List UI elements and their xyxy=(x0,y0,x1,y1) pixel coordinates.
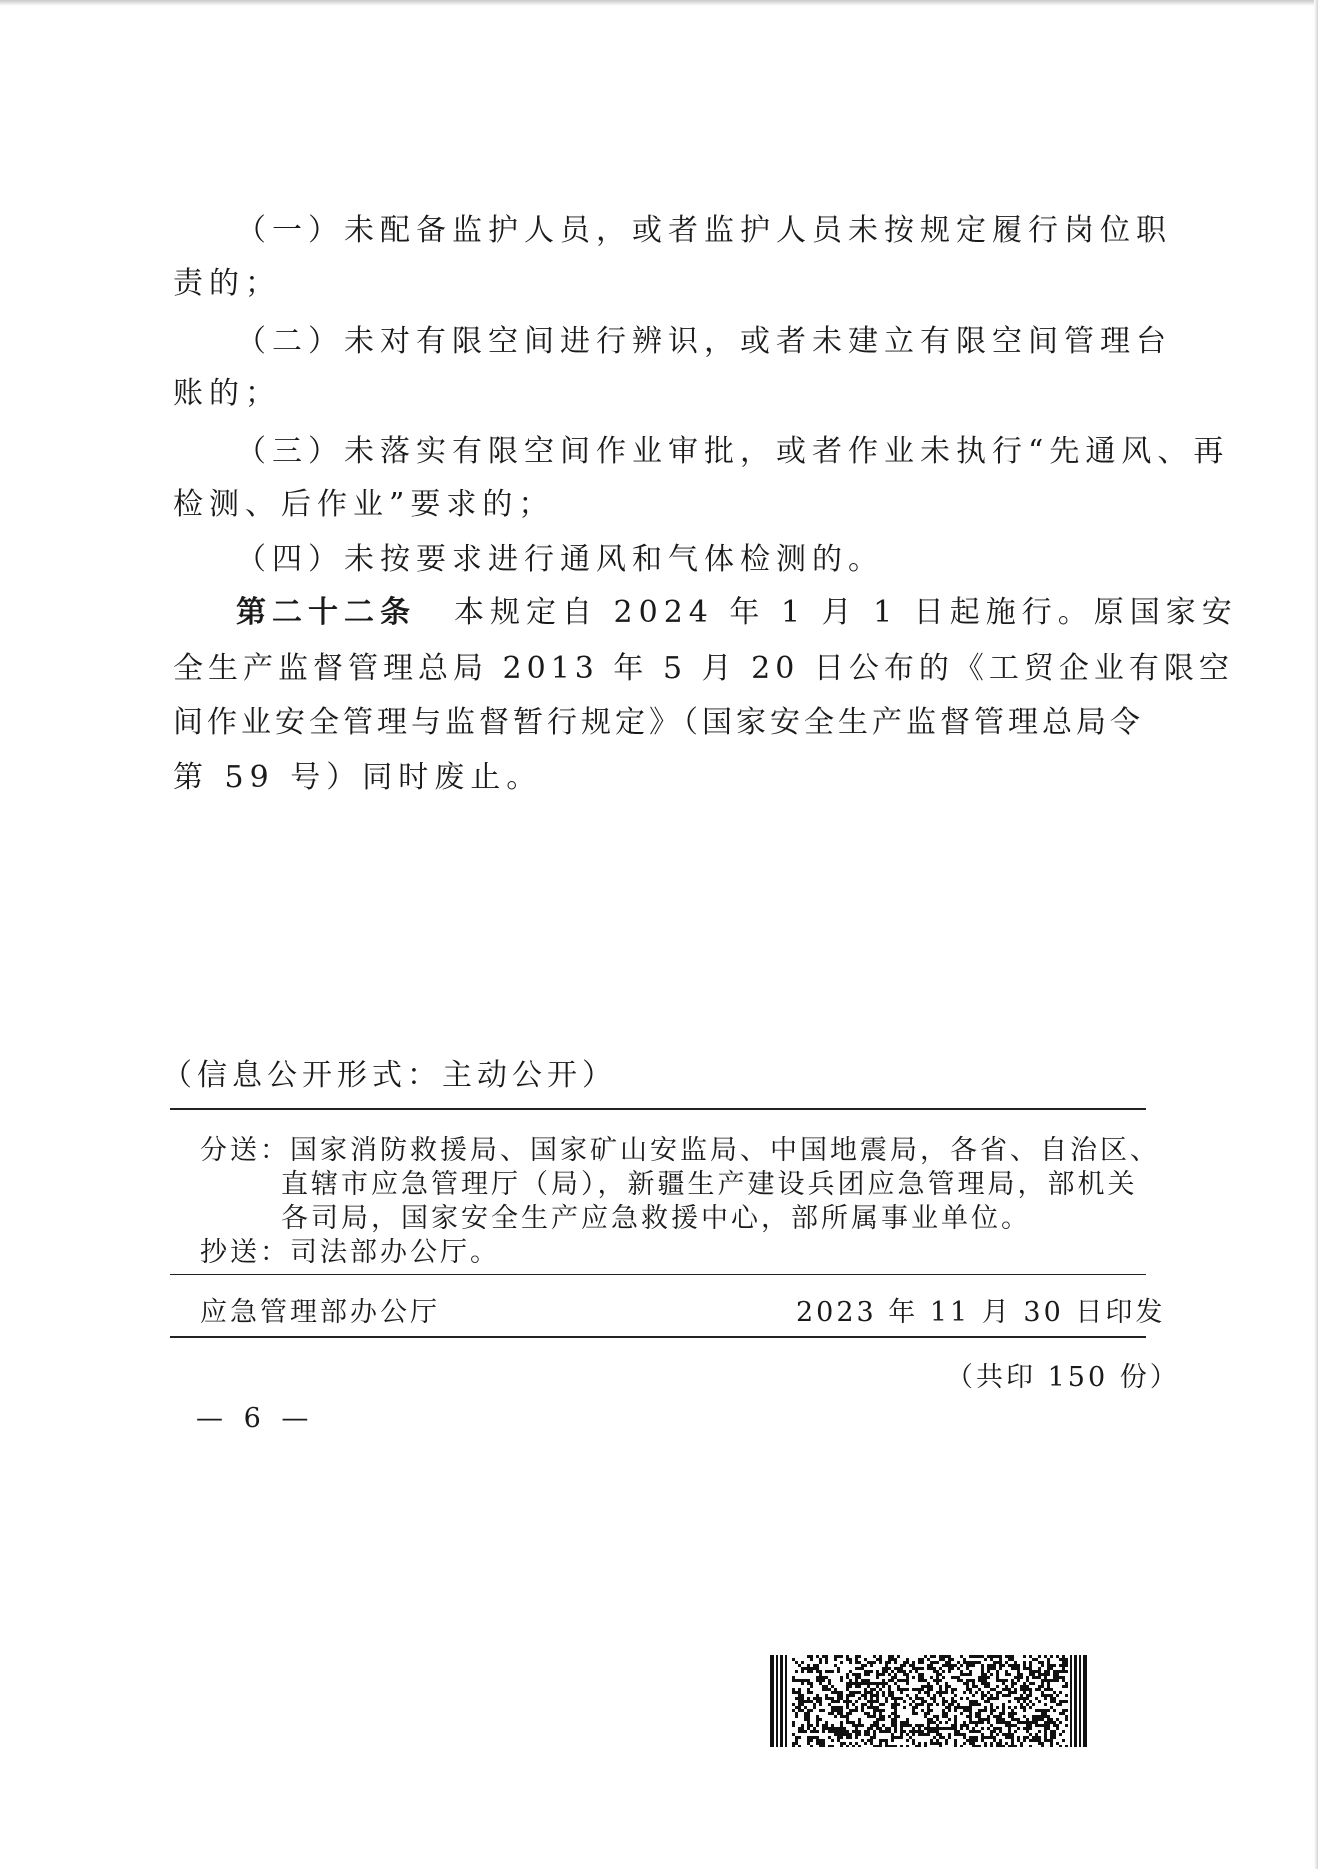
document-barcode-icon xyxy=(770,1655,1088,1747)
page-top-edge xyxy=(0,0,1318,6)
article-line-3: 间作业安全管理与监督暂行规定》（国家安全生产监督管理总局令 xyxy=(173,705,1144,740)
fensong-line-3: 各司局，国家安全生产应急救援中心，部所属事业单位。 xyxy=(281,1203,1031,1234)
article-line-2: 全生产监督管理总局 2013 年 5 月 20 日公布的《工贸企业有限空 xyxy=(173,651,1234,686)
chaosong-line xyxy=(200,1230,500,1269)
article-line-4: 第 59 号）同时废止。 xyxy=(173,760,543,795)
page-number: — 6 — xyxy=(196,1403,315,1434)
article-heading: 第二十二条 xyxy=(236,595,416,630)
fensong-label: 分送： xyxy=(200,1135,290,1166)
item-3-line-2: 检测、后作业”要求的； xyxy=(173,487,555,522)
issue-date: 2023 年 11 月 30 日印发 xyxy=(796,1297,1166,1328)
distribution-bottom-rule xyxy=(170,1336,1146,1338)
article-22-first-line xyxy=(236,587,1238,631)
item-4-line-1: （四）未按要求进行通风和气体检测的。 xyxy=(236,542,884,577)
fensong-text-1: 国家消防救援局、国家矿山安监局、中国地震局，各省、自治区、 xyxy=(290,1135,1160,1166)
article-line-1: 本规定自 2024 年 1 月 1 日起施行。原国家安 xyxy=(454,595,1238,630)
chaosong-label: 抄送： xyxy=(200,1237,290,1268)
chaosong-text: 司法部办公厅。 xyxy=(290,1237,500,1268)
issuer: 应急管理部办公厅 xyxy=(200,1297,440,1328)
distribution-top-rule xyxy=(170,1108,1146,1110)
page-right-edge xyxy=(1314,0,1318,1869)
item-3-line-1: （三）未落实有限空间作业审批，或者作业未执行“先通风、再 xyxy=(236,434,1230,469)
item-1-line-2: 责的； xyxy=(173,266,281,301)
distribution-middle-rule xyxy=(170,1274,1146,1275)
item-2-line-2: 账的； xyxy=(173,376,281,411)
fensong-line-2: 直辖市应急管理厅（局），新疆生产建设兵团应急管理局，部机关 xyxy=(281,1169,1138,1200)
item-1-line-1: （一）未配备监护人员，或者监护人员未按规定履行岗位职 xyxy=(236,213,1172,248)
disclosure-note: （信息公开形式：主动公开） xyxy=(162,1058,617,1093)
item-2-line-1: （二）未对有限空间进行辨识，或者未建立有限空间管理台 xyxy=(236,324,1172,359)
copies-printed: （共印 150 份） xyxy=(946,1362,1180,1393)
